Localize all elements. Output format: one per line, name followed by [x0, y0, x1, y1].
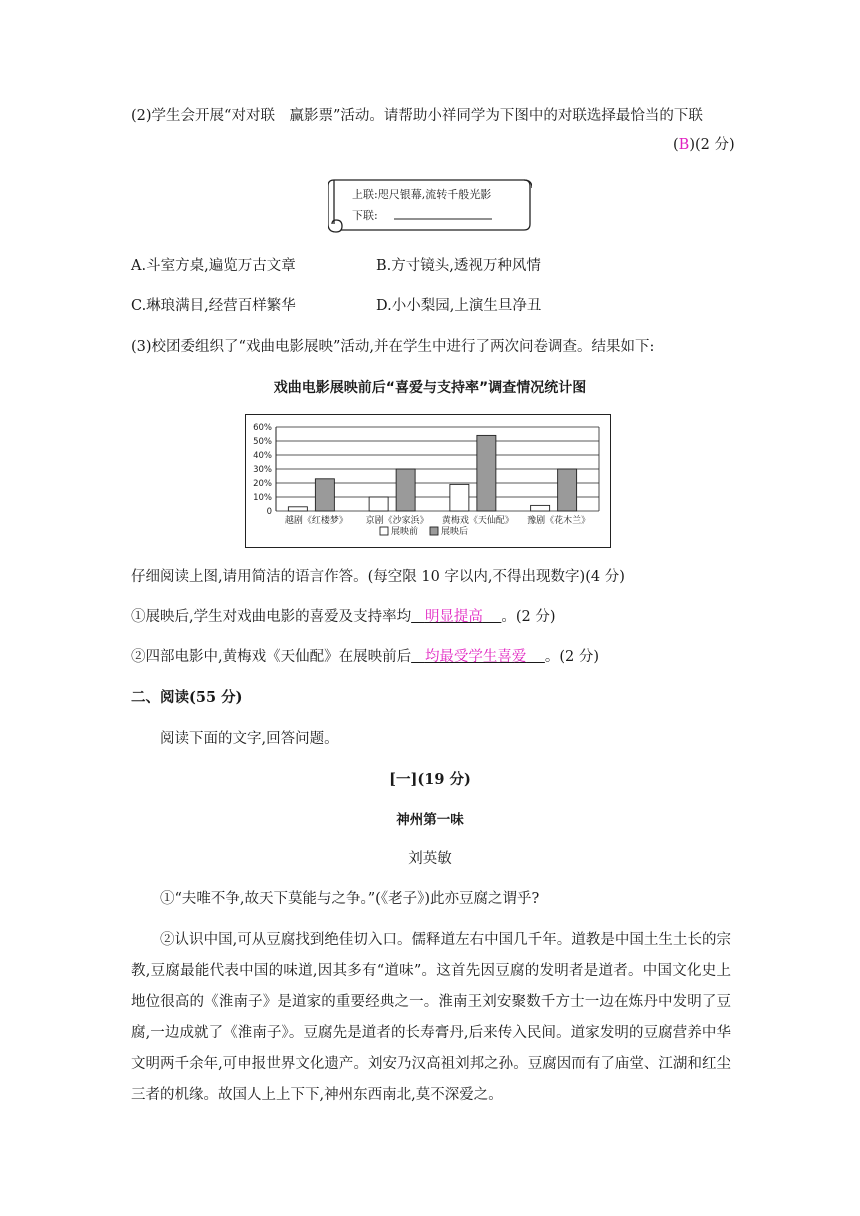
article-paragraph-2: ②认识中国,可从豆腐找到绝佳切入口。儒释道左右中国几千年。道教是中国土生土长的宗教,豆腐最能代表中国的味道,因其多有“道味”。这首先因豆腐的发明者是道者。中国文化史上地位很高的《淮南子》是道家的重要经典之一。淮南王刘安聚数千方士一边在炼丹中发明了豆腐,一边成就了《淮南子》。豆腐先是道者的长寿膏丹,后来传入民间。道家发明的豆腐营养中华文明两千余年,可申报世界文化遗产。刘安乃汉高祖刘邦之孙。豆腐因而有了庙堂、江湖和红尘三者的机缘。故国人上上下下,神州东西南北,莫不深爱之。: [131, 932, 731, 1103]
option-b: B.方寸镜头,透视万种风情: [376, 258, 541, 274]
answer-open-paren: (: [673, 137, 679, 153]
y-tick-label: 20%: [253, 479, 272, 489]
question-3-item-2: [131, 647, 599, 667]
y-tick-label: 50%: [253, 437, 272, 447]
x-tick-label: 京剧《沙家浜》: [365, 516, 429, 526]
legend-swatch: [380, 527, 388, 535]
bar-after: [315, 479, 334, 511]
article-title: 神州第一味: [396, 812, 464, 828]
part-1-label: [一](19 分): [389, 771, 471, 788]
article-paragraph-1: ①“夫唯不争,故天下莫能与之争。”(《老子》)此亦豆腐之谓乎?: [160, 891, 540, 907]
item-1-score: 。(2 分): [501, 609, 556, 625]
y-tick-label: 60%: [253, 423, 272, 433]
question-3-instruction: 仔细阅读上图,请用简洁的语言作答。(每空限 10 字以内,不得出现数字)(4 分): [131, 569, 625, 585]
item-2-answer: 均最受学生喜爱: [424, 649, 527, 665]
bar-after: [477, 435, 496, 511]
bar-before: [531, 505, 550, 511]
bar-after: [558, 469, 577, 511]
legend-label: 展映后: [441, 527, 469, 537]
bar-chart: [245, 414, 611, 548]
item-2-score: 。(2 分): [544, 649, 600, 665]
x-tick-label: 黄梅戏《天仙配》: [441, 516, 514, 526]
item-1-text: ①展映后,学生对戏曲电影的喜爱及支持率均: [131, 609, 412, 625]
scroll-lower-line: 下联:: [352, 209, 378, 222]
question-3-item-1: [131, 607, 556, 627]
scroll-graphic: [328, 174, 532, 236]
option-c: C.琳琅满目,经营百样繁华: [131, 298, 296, 314]
item-1-blank: [411, 609, 501, 625]
x-tick-label: 豫剧《花木兰》: [527, 516, 591, 526]
chart-title: 戏曲电影展映前后“喜爱与支持率”调查情况统计图: [273, 380, 587, 396]
question-2-answer: [673, 135, 735, 155]
y-tick-label: 0: [266, 507, 272, 517]
question-3-prompt: (3)校团委组织了“戏曲电影展映”活动,并在学生中进行了两次问卷调查。结果如下:: [131, 339, 655, 355]
y-tick-label: 40%: [253, 451, 272, 461]
option-d: D.小小梨园,上演生旦净丑: [376, 298, 542, 314]
question-2-prompt: (2)学生会开展“对对联 赢影票”活动。请帮助小祥同学为下图中的对联选择最恰当的下联: [131, 108, 703, 124]
legend-label: 展映前: [391, 527, 419, 537]
y-tick-label: 30%: [253, 465, 272, 475]
bar-before: [288, 507, 307, 511]
x-tick-label: 越剧《红楼梦》: [284, 516, 348, 526]
couplet-scroll: [328, 174, 532, 236]
item-1-answer: 明显提高: [424, 609, 483, 625]
article-author: 刘英敏: [408, 851, 452, 867]
bar-before: [369, 497, 388, 511]
option-a: A.斗室方桌,遍览万古文章: [131, 258, 296, 274]
item-2-text: ②四部电影中,黄梅戏《天仙配》在展映前后: [131, 649, 412, 665]
chart-svg: [245, 414, 611, 548]
item-2-blank: [411, 649, 545, 665]
y-tick-label: 10%: [253, 493, 272, 503]
scroll-upper-line: 上联:咫尺银幕,流转千般光影: [352, 188, 492, 201]
bar-before: [450, 484, 469, 511]
bar-after: [396, 469, 415, 511]
answer-letter: B: [678, 137, 690, 153]
section-2-heading: 二、阅读(55 分): [131, 689, 243, 706]
chart-frame: [246, 415, 611, 548]
section-2-intro: 阅读下面的文字,回答问题。: [160, 731, 339, 747]
answer-score: )(2 分): [689, 137, 735, 153]
legend-swatch: [430, 527, 438, 535]
